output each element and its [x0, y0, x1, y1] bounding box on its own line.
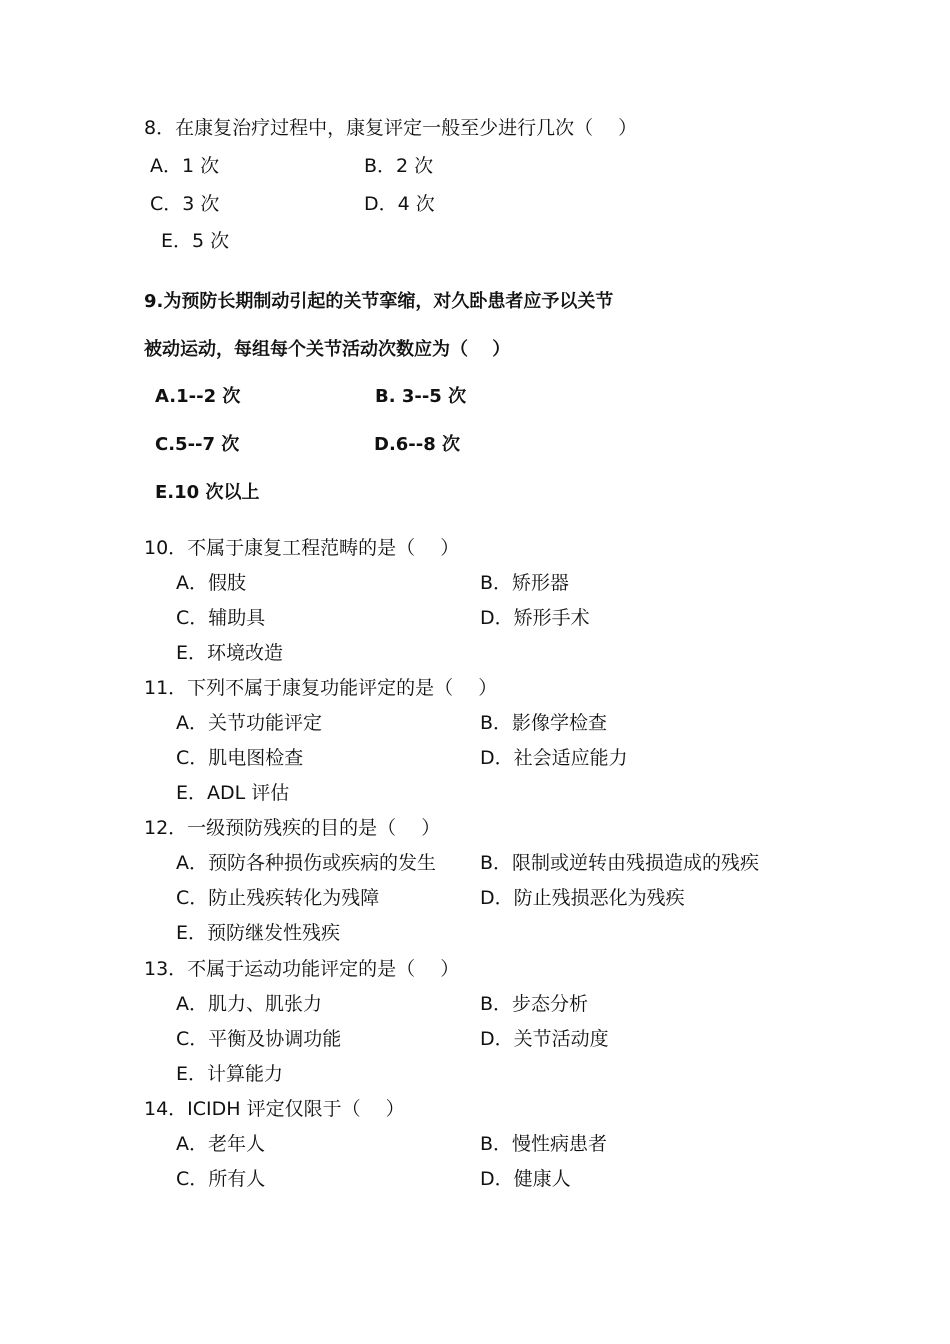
question-8-option-d: D．4 次	[364, 193, 435, 215]
question-14-option-b: B．慢性病患者	[480, 1133, 608, 1155]
question-8-option-c: C．3 次	[150, 193, 220, 215]
question-12-stem: 12．一级预防残疾的目的是（ ）	[144, 817, 441, 839]
question-13-option-c: C．平衡及协调功能	[176, 1028, 342, 1050]
question-11-stem: 11．下列不属于康复功能评定的是（ ）	[144, 677, 498, 699]
question-13-option-e: E．计算能力	[176, 1063, 284, 1085]
question-8-stem: 8．在康复治疗过程中，康复评定一般至少进行几次（ ）	[144, 117, 638, 139]
question-11-option-c: C．肌电图检查	[176, 747, 304, 769]
question-9-stem-line-1: 9.为预防长期制动引起的关节挛缩，对久卧患者应予以关节	[144, 291, 614, 312]
question-13-stem: 13．不属于运动功能评定的是（ ）	[144, 958, 460, 980]
question-9-option-b: B. 3--5 次	[375, 386, 467, 407]
question-10-stem: 10．不属于康复工程范畴的是（ ）	[144, 537, 460, 559]
question-12-option-c: C．防止残疾转化为残障	[176, 887, 380, 909]
question-14-option-a: A．老年人	[176, 1133, 265, 1155]
question-12-option-e: E．预防继发性残疾	[176, 922, 341, 944]
question-13-option-a: A．肌力、肌张力	[176, 993, 322, 1015]
question-12-option-b: B．限制或逆转由残损造成的残疾	[480, 852, 760, 874]
question-14-option-c: C．所有人	[176, 1168, 266, 1190]
question-10-option-a: A．假肢	[176, 572, 246, 594]
question-13-option-b: B．步态分析	[480, 993, 589, 1015]
question-8-option-b: B．2 次	[364, 155, 434, 177]
question-10-option-b: B．矫形器	[480, 572, 570, 594]
question-9-option-d: D.6--8 次	[374, 434, 461, 455]
question-12-option-a: A．预防各种损伤或疾病的发生	[176, 852, 436, 874]
question-13-option-d: D．关节活动度	[480, 1028, 609, 1050]
question-9-option-c: C.5--7 次	[155, 434, 240, 455]
question-10-option-d: D．矫形手术	[480, 607, 590, 629]
question-14-stem: 14．ICIDH 评定仅限于（ ）	[144, 1098, 405, 1120]
question-9-stem-line-2: 被动运动，每组每个关节活动次数应为（ ）	[144, 339, 511, 360]
question-12-option-d: D．防止残损恶化为残疾	[480, 887, 685, 909]
question-11-option-b: B．影像学检查	[480, 712, 608, 734]
question-8-option-a: A．1 次	[150, 155, 220, 177]
question-11-option-a: A．关节功能评定	[176, 712, 322, 734]
question-9-option-e: E.10 次以上	[155, 482, 260, 503]
question-8-option-e: E．5 次	[161, 230, 230, 252]
question-9-option-a: A.1--2 次	[155, 386, 241, 407]
question-14-option-d: D．健康人	[480, 1168, 571, 1190]
question-10-option-e: E．环境改造	[176, 642, 284, 664]
question-10-option-c: C．辅助具	[176, 607, 266, 629]
question-11-option-e: E．ADL 评估	[176, 782, 290, 804]
question-11-option-d: D．社会适应能力	[480, 747, 628, 769]
